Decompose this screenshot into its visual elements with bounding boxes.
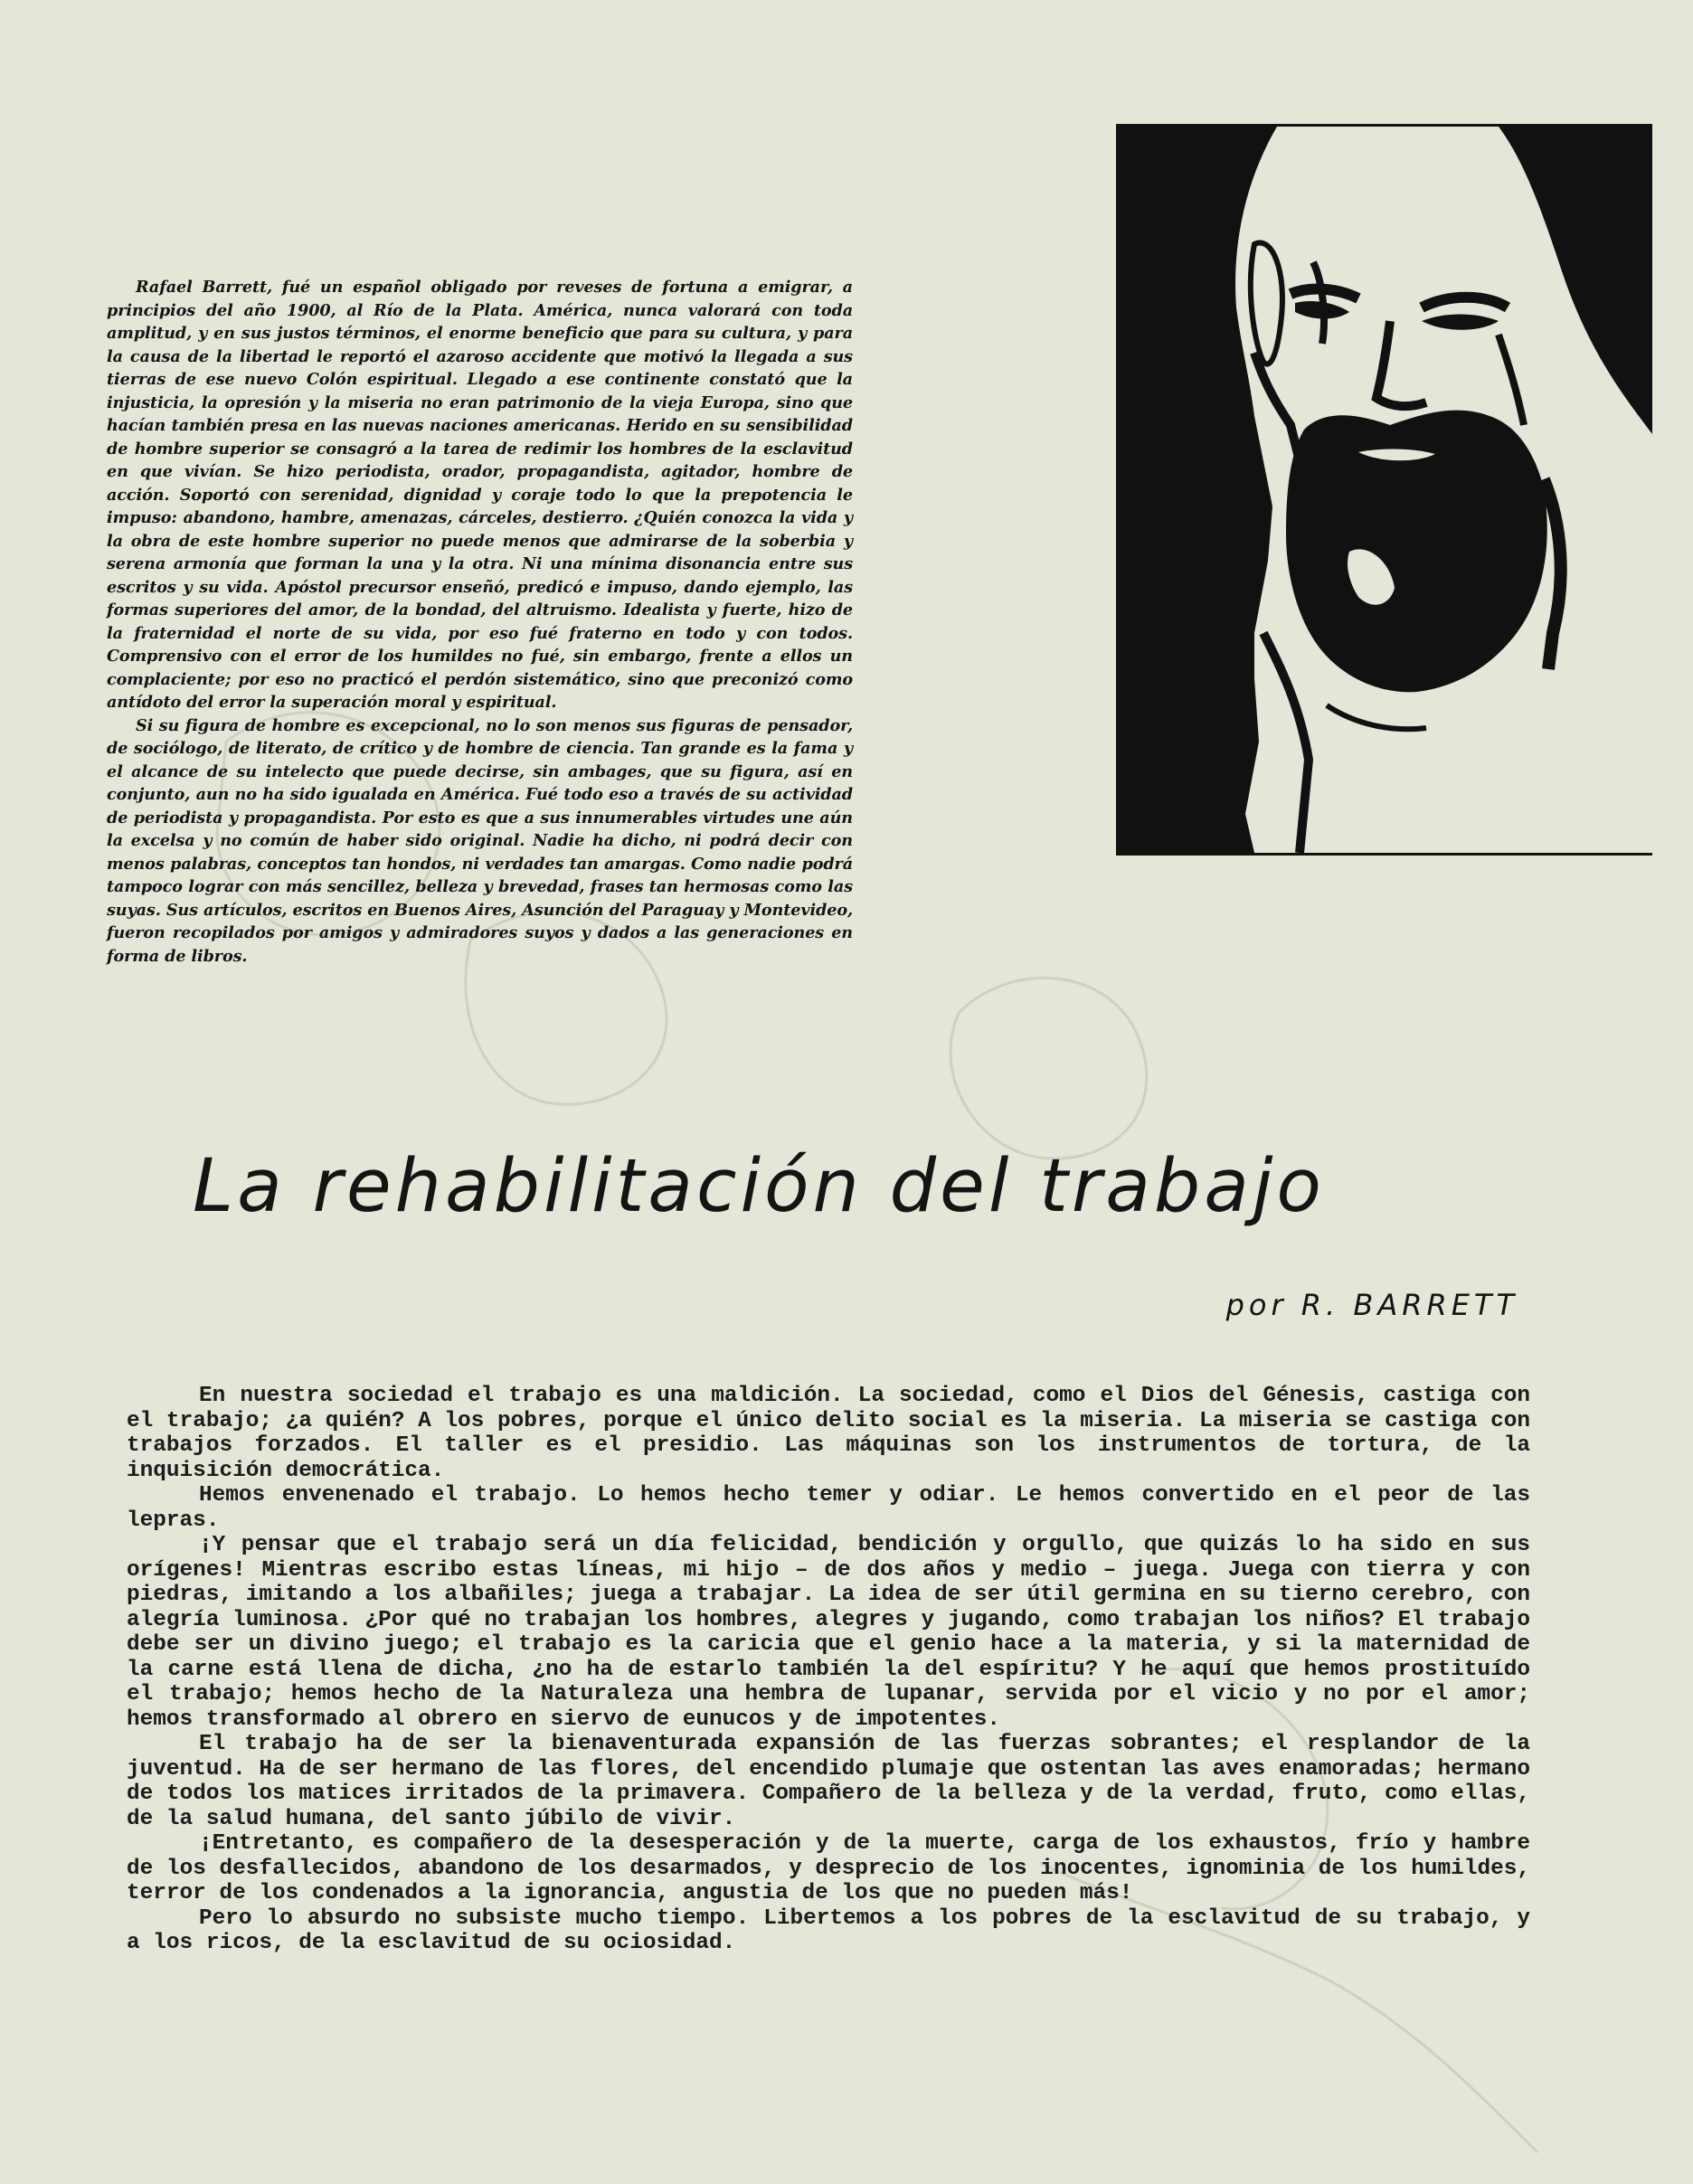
article-byline: por R. BARRETT xyxy=(1225,1288,1518,1322)
article-paragraph: ¡Entretanto, es compañero de la desesperación y de la muerte, carga de los exhaustos, frío y hambre de los desfallecidos, abandono de los desarmados, y desprecio de los inocentes, ignominia de los humildes, terror de los condenados a la ignorancia, angustia de los que no pueden más! xyxy=(127,1831,1530,1905)
article-paragraph: En nuestra sociedad el trabajo es una maldición. La sociedad, como el Dios del Génesis, castiga con el trabajo; ¿a quién? A los pobres, porque el único delito social es la miseria. La miseria se castiga con trabajos forzados. El taller es el presidio. Las máquinas son los instrumentos de tortura, de la inquisición democrática. xyxy=(127,1384,1530,1483)
article-paragraph: Hemos envenenado el trabajo. Lo hemos hecho temer y odiar. Le hemos convertido en el peor de las lepras. xyxy=(127,1483,1530,1533)
portrait-woodcut xyxy=(1119,127,1652,853)
biography-intro xyxy=(107,276,853,968)
article-paragraph: El trabajo ha de ser la bienaventurada expansión de las fuerzas sobrantes; el resplandor de la juventud. Ha de ser hermano de las flores, del encendido plumaje que ostentan las aves enamoradas; hermano de todos los matices irritados de la primavera. Compañero de la belleza y de la verdad, fruto, como ellas, de la salud humana, del santo júbilo de vivir. xyxy=(127,1732,1530,1831)
portrait-illustration xyxy=(1116,124,1652,856)
article-paragraph: Pero lo absurdo no subsiste mucho tiempo. Libertemos a los pobres de la esclavitud de su trabajo, y a los ricos, de la esclavitud de su ociosidad. xyxy=(127,1905,1530,1955)
article-title: La rehabilitación del trabajo xyxy=(193,1144,1325,1229)
bio-paragraph: Rafael Barrett, fué un español obligado por reveses de fortuna a emigrar, a principios del año 1900, al Río de la Plata. América, nunca valorará con toda amplitud, y en sus justos términos, el enorme beneficio que para su cultura, y para la causa de la libertad le reportó el azaroso accidente que motivó la llegada a sus tierras de ese nuevo Colón espiritual. Llegado a ese continente constató que la injusticia, la opresión y la miseria no eran patrimonio de la vieja Europa, sino que hacían también presa en las nuevas naciones americanas. Herido en su sensibilidad de hombre superior se consagró a la tarea de redimir los hombres de la esclavitud en que vivían. Se hizo periodista, orador, propagandista, agitador, hombre de acción. Soportó con serenidad, dignidad y coraje todo lo que la prepotencia le impuso: abandono, hambre, amenazas, cárceles, destierro. ¿Quién conozca la vida y la obra de este hombre superior no puede menos que admirarse de la soberbia y serena armonía que forman la una y la otra. Ni una mínima disonancia entre sus escritos y su vida. Apóstol precursor enseñó, predicó e impuso, dando ejemplo, las formas superiores del amor, de la bondad, del altruismo. Idealista y fuerte, hizo de la fraternidad el norte de su vida, por eso fué fraterno en todo y con todos. Comprensivo con el error de los humildes no fué, sin embargo, frente a ellos un complaciente; por eso no practicó el perdón sistemático, sino que preconizó como antídoto del error la superación moral y espiritual. xyxy=(107,278,853,712)
article-body xyxy=(127,1384,1530,1956)
bio-paragraph: Si su figura de hombre es excepcional, no lo son menos sus figuras de pensador, de sociólogo, de literato, de crítico y de hombre de ciencia. Tan grande es la fama y el alcance de su intelecto que puede decirse, sin ambages, que su figura, así en conjunto, aun no ha sido igualada en América. Fué todo eso a través de su actividad de periodista y propagandista. Por esto es que a sus innumerables virtudes une aún la excelsa y no común de haber sido original. Nadie ha dicho, ni podrá decir con menos palabras, conceptos tan hondos, ni verdades tan amargas. Como nadie podrá tampoco lograr con más sencillez, belleza y brevedad, frases tan hermosas como las suyas. Sus artículos, escritos en Buenos Aires, Asunción del Paraguay y Montevideo, fueron recopilados por amigos y admiradores suyos y dados a las generaciones en forma de libros. xyxy=(107,715,853,966)
article-paragraph: ¡Y pensar que el trabajo será un día felicidad, bendición y orgullo, que quizás lo ha sido en sus orígenes! Mientras escribo estas líneas, mi hijo – de dos años y medio – juega. Juega con tierra y con piedras, imitando a los albañiles; juega a trabajar. La idea de ser útil germina en su tierno cerebro, con alegría luminosa. ¿Por qué no trabajan los hombres, alegres y jugando, como trabajan los niños? El trabajo debe ser un divino juego; el trabajo es la caricia que el genio hace a la materia, y si la maternidad de la carne está llena de dicha, ¿no ha de estarlo también la del espíritu? Y he aquí que hemos prostituído el trabajo; hemos hecho de la Naturaleza una hembra de lupanar, servida por el vicio y no por el amor; hemos transformado al obrero en siervo de eunucos y de impotentes. xyxy=(127,1533,1530,1732)
